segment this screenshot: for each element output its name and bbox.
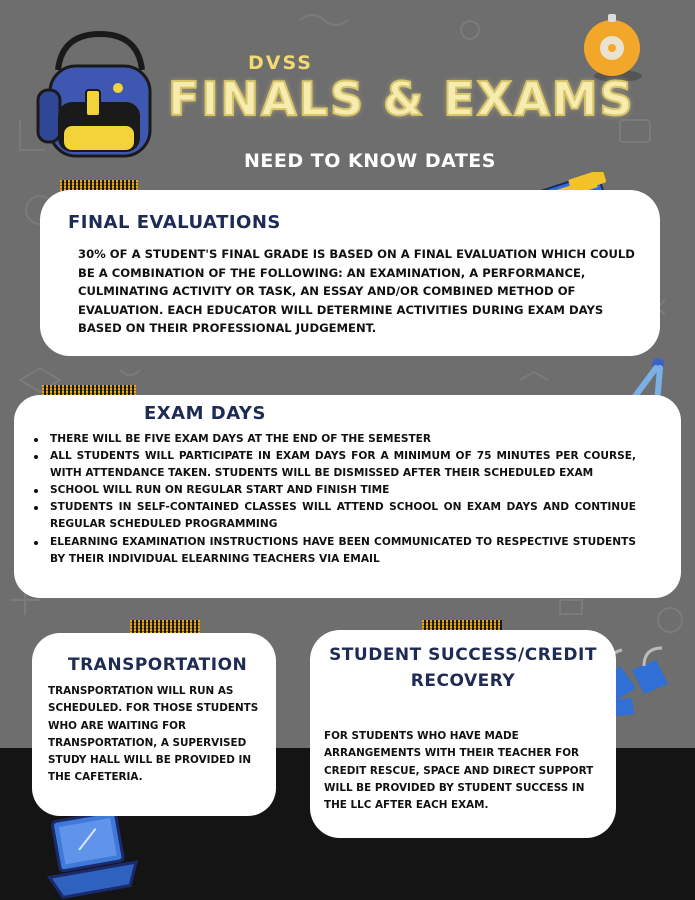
backpack-icon bbox=[28, 30, 158, 160]
list-item: SCHOOL WILL RUN ON REGULAR START AND FINISH TIME bbox=[32, 482, 636, 499]
final-evaluations-card bbox=[40, 190, 660, 356]
list-item: ELEARNING EXAMINATION INSTRUCTIONS HAVE BEEN COMMUNICATED TO RESPECTIVE STUDENTS BY THEIR INDIVIDUAL ELEARNING TEACHERS VIA EMAIL bbox=[32, 534, 636, 568]
page-subtitle: NEED TO KNOW DATES bbox=[244, 150, 496, 172]
final-evaluations-text: 30% OF A STUDENT'S FINAL GRADE IS BASED ON A FINAL EVALUATION WHICH COULD BE A COMBINATION OF THE FOLLOWING: AN EXAMINATION, A PERFORMANCE, CULMINATING ACTIVITY OR TASK, AN ESSAY AND/OR COMBINED METHOD OF EVALUATION. EACH EDUCATOR WILL DETERMINE ACTIVITIES DURING EXAM DAYS BASED ON THEIR PROFESSIONAL JUDGEMENT. bbox=[78, 247, 635, 335]
transportation-heading: TRANSPORTATION bbox=[68, 655, 248, 675]
transportation-card bbox=[32, 633, 276, 816]
list-item: ALL STUDENTS WILL PARTICIPATE IN EXAM DAYS FOR A MINIMUM OF 75 MINUTES PER COURSE, WITH ATTENDANCE TAKEN. STUDENTS WILL BE DISMISSED AFTER THEIR SCHEDULED EXAM bbox=[32, 448, 636, 482]
page-title: FINALS & EXAMS bbox=[168, 72, 635, 126]
student-success-heading: STUDENT SUCCESS/CREDIT RECOVERY bbox=[329, 645, 597, 691]
list-item: THERE WILL BE FIVE EXAM DAYS AT THE END OF THE SEMESTER bbox=[32, 431, 636, 448]
exam-days-card bbox=[14, 395, 681, 598]
list-item: STUDENTS IN SELF-CONTAINED CLASSES WILL ATTEND SCHOOL ON EXAM DAYS AND CONTINUE REGULAR SCHEDULED PROGRAMMING bbox=[32, 499, 636, 533]
student-success-text: FOR STUDENTS WHO HAVE MADE ARRANGEMENTS WITH THEIR TEACHER FOR CREDIT RESCUE, SPACE AND DIRECT SUPPORT WILL BE PROVIDED BY STUDENT SUCCESS IN THE LLC AFTER EACH EXAM. bbox=[324, 730, 594, 812]
laptop-icon bbox=[40, 808, 140, 900]
exam-days-heading: EXAM DAYS bbox=[144, 403, 266, 424]
final-evaluations-heading: FINAL EVALUATIONS bbox=[68, 212, 281, 233]
transportation-text: TRANSPORTATION WILL RUN AS SCHEDULED. FOR THOSE STUDENTS WHO ARE WAITING FOR TRANSPORTATION, A SUPERVISED STUDY HALL WILL BE PROVIDED IN THE CAFETERIA. bbox=[48, 685, 259, 784]
school-name: DVSS bbox=[248, 52, 313, 74]
student-success-card bbox=[310, 630, 616, 838]
exam-days-list bbox=[32, 431, 636, 568]
